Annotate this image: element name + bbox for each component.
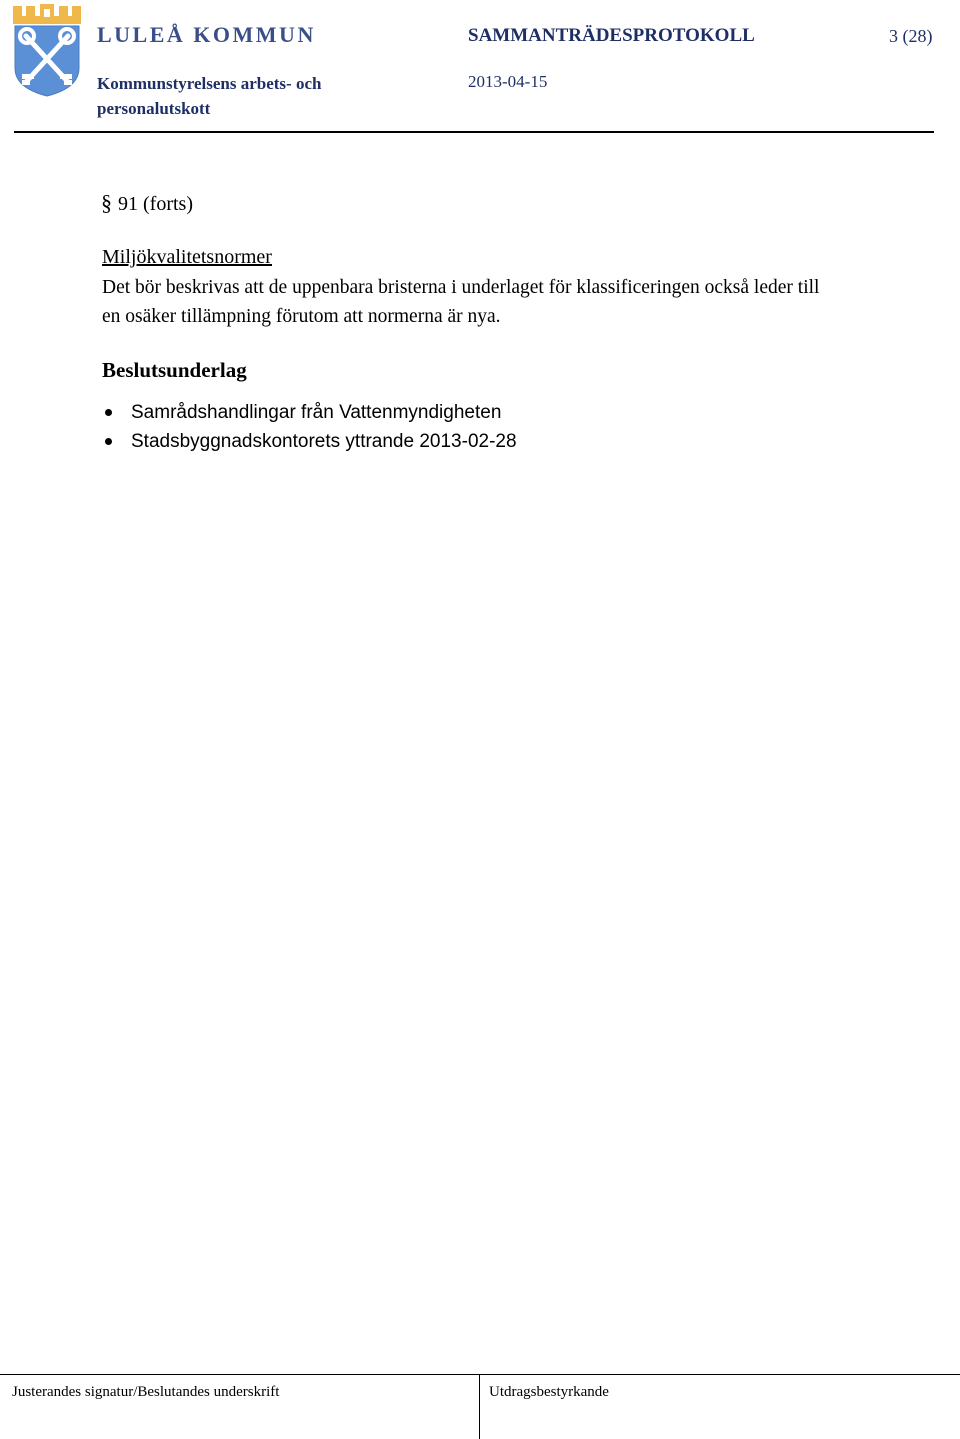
org-name: LULEÅ KOMMUN — [97, 22, 316, 47]
document-type: SAMMANTRÄDESPROTOKOLL — [468, 25, 755, 46]
list-item: Stadsbyggnadskontorets yttrande 2013-02-28 — [102, 427, 517, 456]
page-number: 3 (28) — [889, 26, 933, 46]
decision-basis-heading: Beslutsunderlag — [102, 358, 247, 382]
section-title — [101, 190, 193, 216]
footer-column-divider — [479, 1374, 480, 1439]
footer-divider — [0, 1374, 960, 1375]
committee-name: Kommunstyrelsens arbets- och personalutskott — [97, 74, 322, 118]
signature-label: Justerandes signatur/Beslutandes underskrift — [12, 1384, 280, 1400]
certification-label: Utdragsbestyrkande — [489, 1384, 609, 1400]
decision-basis-list — [102, 398, 517, 456]
section-title-text: 91 (forts) — [118, 193, 193, 215]
meeting-date: 2013-04-15 — [468, 72, 548, 91]
lulea-coat-of-arms-icon — [12, 2, 82, 98]
subheading: Miljökvalitetsnormer — [102, 246, 272, 268]
section-symbol: § — [101, 190, 112, 215]
header-divider — [14, 131, 934, 133]
body-paragraph: Det bör beskrivas att de uppenbara bristerna i underlaget för klassificeringen också leder till en osäker tillämpning förutom att normerna är nya. — [102, 277, 820, 327]
list-item: Samrådshandlingar från Vattenmyndigheten — [102, 398, 517, 427]
